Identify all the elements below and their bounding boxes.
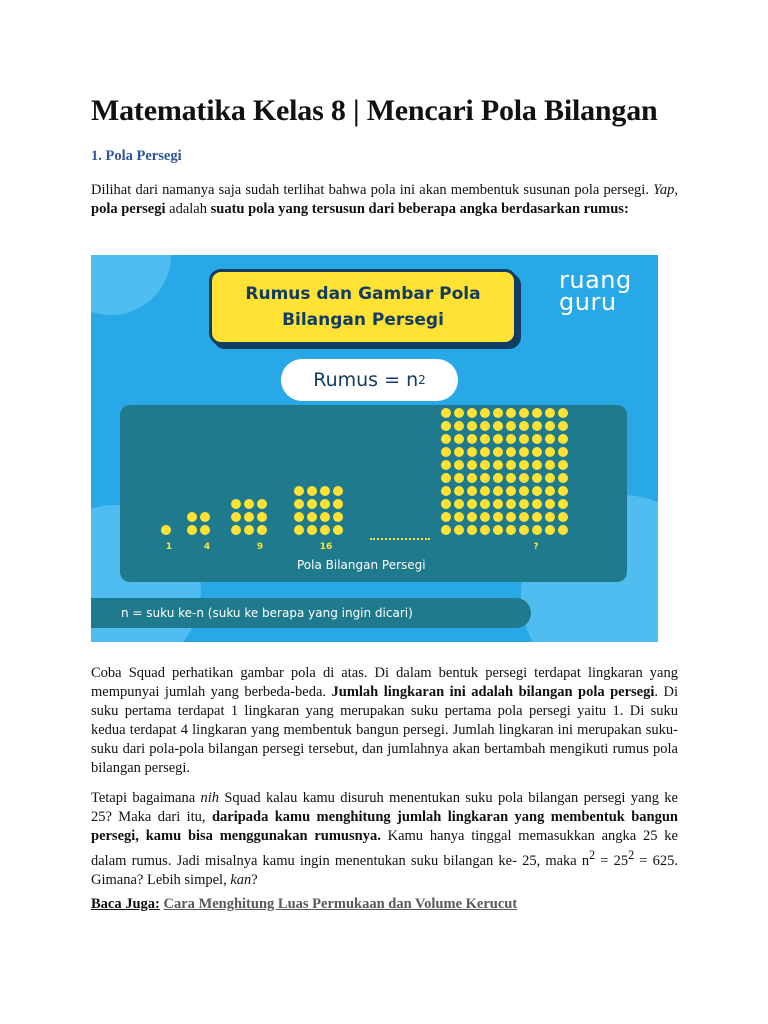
pattern-dot: [454, 421, 464, 431]
pattern-dot: [454, 512, 464, 522]
pattern-dot: [545, 408, 555, 418]
pattern-dot: [493, 447, 503, 457]
pattern-dot: [506, 499, 516, 509]
pattern-dot: [307, 499, 317, 509]
pattern-dot: [454, 408, 464, 418]
pattern-dot: [532, 447, 542, 457]
pattern-dot: [558, 421, 568, 431]
term-label: ?: [533, 542, 539, 552]
pattern-dot: [519, 460, 529, 470]
pattern-dot: [558, 486, 568, 496]
pattern-dot: [441, 525, 451, 535]
bg-blob: [91, 255, 171, 315]
pattern-dot: [187, 525, 197, 535]
pattern-dot: [307, 486, 317, 496]
pattern-dot: [244, 525, 254, 535]
pattern-dot: [519, 525, 529, 535]
pattern-dot: [467, 447, 477, 457]
pattern-dot: [467, 460, 477, 470]
pattern-dot: [480, 434, 490, 444]
pattern-dot: [454, 473, 464, 483]
pattern-dot: [545, 525, 555, 535]
pattern-dot: [467, 525, 477, 535]
pattern-dot: [467, 499, 477, 509]
pattern-dot: [493, 486, 503, 496]
pattern-dot: [454, 447, 464, 457]
pattern-dot: [441, 447, 451, 457]
pattern-illustration: [91, 255, 658, 642]
illustration-banner: [209, 269, 517, 345]
pattern-dot: [480, 512, 490, 522]
ruangguru-logo: ruang guru: [559, 266, 632, 316]
ellipsis-line: [370, 538, 430, 540]
pattern-dot: [558, 460, 568, 470]
pattern-dot: [519, 512, 529, 522]
pattern-dot: [506, 408, 516, 418]
formula-pill: [281, 359, 458, 401]
pattern-dot: [493, 525, 503, 535]
pattern-dot: [506, 512, 516, 522]
pattern-dot: [558, 473, 568, 483]
pattern-dot: [307, 512, 317, 522]
pattern-dot: [558, 499, 568, 509]
pattern-dot: [532, 408, 542, 418]
pattern-dot: [532, 421, 542, 431]
pattern-dot: [545, 460, 555, 470]
pattern-dot: [519, 473, 529, 483]
pattern-dot: [320, 486, 330, 496]
pattern-dot: [519, 421, 529, 431]
pattern-dot: [441, 486, 451, 496]
pattern-dot: [231, 499, 241, 509]
pattern-dot: [506, 421, 516, 431]
pattern-dot: [467, 473, 477, 483]
formula-text: Rumus = n: [313, 369, 419, 391]
intro-paragraph: Dilihat dari namanya saja sudah terlihat bahwa pola ini akan membentuk susunan pola persegi. Yap, pola persegi adalah suatu pola yang tersusun dari beberapa angka berdasarkan rumus:: [91, 182, 678, 217]
pattern-dot: [506, 525, 516, 535]
pattern-dot: [506, 460, 516, 470]
pattern-dot: [558, 434, 568, 444]
pattern-dot: [493, 434, 503, 444]
pattern-dot: [441, 408, 451, 418]
pattern-dot: [333, 525, 343, 535]
pattern-dot: [532, 460, 542, 470]
pattern-dot: [519, 499, 529, 509]
panel-title: Pola Bilangan Persegi: [297, 558, 426, 572]
pattern-dot: [545, 512, 555, 522]
example-paragraph: Tetapi bagaimana nih Squad kalau kamu disuruh menentukan suku pola bilangan persegi yang ke 25? Maka dari itu, daripada kamu menghitung jumlah lingkaran yang membentuk bangun persegi, kamu bisa menggunakan rumusnya. Kamu hanya tinggal memasukkan angka 25 ke dalam rumus. Jadi misalnya kamu ingin menentukan suku bilangan ke- 25, maka $n^2 = 25^2 = 625$. Gimana? Lebih simpel, kan?: [91, 790, 678, 888]
pattern-dot: [545, 447, 555, 457]
read-also-label: Baca Juga:: [91, 896, 160, 912]
pattern-dot: [493, 512, 503, 522]
pattern-dot: [480, 408, 490, 418]
pattern-dot: [532, 434, 542, 444]
explanation-paragraph: Coba Squad perhatikan gambar pola di atas. Di dalam bentuk persegi terdapat lingkaran yang mempunyai jumlah yang berbeda-beda. Jumlah lingkaran ini adalah bilangan pola persegi. Di suku pertama terdapat 1 lingkaran yang merupakan suku pertama pola persegi yaitu 1. Di suku kedua terdapat 4 lingkaran yang membentuk bangun persegi. Jumlah lingkaran ini merupakan suku-suku dari pola-pola bilangan persegi tersebut, dan jumlahnya akan bertambah mengikuti rumus pola bilangan persegi.: [91, 665, 678, 776]
pattern-dot: [441, 499, 451, 509]
pattern-dot: [257, 512, 267, 522]
pattern-dot: [244, 512, 254, 522]
pattern-dot: [545, 499, 555, 509]
pattern-dot: [545, 486, 555, 496]
pattern-dot: [307, 525, 317, 535]
pattern-dot: [506, 473, 516, 483]
pattern-dot: [519, 447, 529, 457]
pattern-dot: [493, 499, 503, 509]
pattern-dot: [231, 525, 241, 535]
pattern-dot: [558, 512, 568, 522]
pattern-dot: [493, 473, 503, 483]
read-also-link[interactable]: Cara Menghitung Luas Permukaan dan Volume Kerucut: [163, 896, 518, 912]
pattern-dot: [454, 499, 464, 509]
pattern-dot: [294, 499, 304, 509]
pattern-dot: [454, 434, 464, 444]
pattern-dot: [493, 408, 503, 418]
pattern-dot: [532, 473, 542, 483]
pattern-dot: [558, 408, 568, 418]
pattern-dot: [532, 486, 542, 496]
pattern-dot: [320, 499, 330, 509]
pattern-dot: [441, 473, 451, 483]
pattern-dot: [493, 421, 503, 431]
pattern-dot: [320, 512, 330, 522]
pattern-dot: [257, 499, 267, 509]
section-heading: 1. Pola Persegi: [91, 148, 182, 164]
pattern-dot: [294, 486, 304, 496]
pattern-dot: [480, 473, 490, 483]
pattern-dot: [294, 525, 304, 535]
pattern-dot: [506, 486, 516, 496]
pattern-dot: [333, 499, 343, 509]
pattern-dot: [454, 486, 464, 496]
pattern-dot: [467, 512, 477, 522]
pattern-dot: [545, 434, 555, 444]
pattern-dot: [231, 512, 241, 522]
pattern-dot: [480, 486, 490, 496]
pattern-dot: [467, 434, 477, 444]
pattern-dot: [187, 512, 197, 522]
pattern-dot: [467, 408, 477, 418]
pattern-dot: [480, 525, 490, 535]
pattern-dot: [506, 434, 516, 444]
pattern-dot: [519, 486, 529, 496]
pattern-dot: [493, 460, 503, 470]
pattern-dot: [545, 421, 555, 431]
pattern-dot: [441, 434, 451, 444]
pattern-dot: [333, 486, 343, 496]
pattern-dot: [467, 486, 477, 496]
pattern-dot: [506, 447, 516, 457]
term-label: 16: [319, 542, 333, 552]
pattern-dot: [519, 408, 529, 418]
pattern-dot: [532, 525, 542, 535]
pattern-dot: [454, 460, 464, 470]
read-also: [91, 896, 517, 913]
pattern-dot: [480, 447, 490, 457]
pattern-dot: [454, 525, 464, 535]
pattern-dot: [244, 499, 254, 509]
pattern-dot: [441, 460, 451, 470]
banner-line-2: Bilangan Persegi: [282, 310, 444, 330]
pattern-dot: [161, 525, 171, 535]
pattern-dot: [200, 512, 210, 522]
pattern-dot: [441, 512, 451, 522]
pattern-dot: [441, 421, 451, 431]
footer-note: n = suku ke-n (suku ke berapa yang ingin dicari): [91, 598, 531, 628]
pattern-dot: [294, 512, 304, 522]
pattern-dot: [532, 499, 542, 509]
pattern-dot: [480, 499, 490, 509]
pattern-dot: [558, 447, 568, 457]
term-label: 9: [256, 542, 264, 552]
pattern-dot: [200, 525, 210, 535]
pattern-dot: [545, 473, 555, 483]
pattern-dot: [480, 460, 490, 470]
formula-exponent: 2: [418, 373, 426, 387]
term-label: 1: [165, 542, 173, 552]
pattern-dot: [257, 525, 267, 535]
page-title: Matematika Kelas 8 | Mencari Pola Bilangan: [91, 94, 658, 127]
pattern-dot: [558, 525, 568, 535]
pattern-dot: [480, 421, 490, 431]
pattern-dot: [519, 434, 529, 444]
pattern-dot: [333, 512, 343, 522]
banner-line-1: Rumus dan Gambar Pola: [245, 284, 481, 304]
pattern-dot: [467, 421, 477, 431]
pattern-dot: [532, 512, 542, 522]
pattern-dot: [320, 525, 330, 535]
term-label: 4: [203, 542, 211, 552]
